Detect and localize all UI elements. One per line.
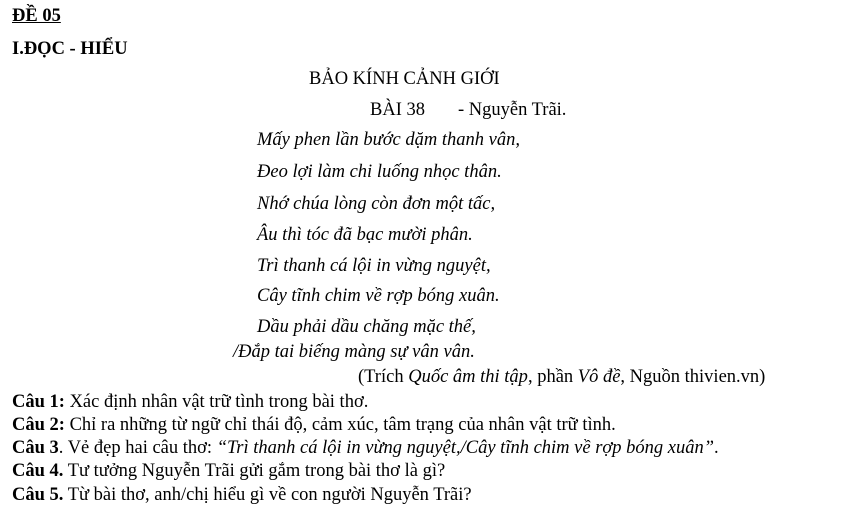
source-suffix: , Nguồn thivien.vn) [620,367,766,387]
poem-source [358,368,765,387]
question-label: Câu 5. [12,485,64,505]
question-2 [12,416,616,435]
question-text-end: . [714,438,719,458]
poem-line: Cây tĩnh chim về rợp bóng xuân. [257,286,500,306]
poem-number: BÀI 38 [370,100,425,120]
exam-code: ĐỀ 05 [12,6,61,26]
poem-author: - Nguyễn Trãi. [458,100,567,120]
poem-line: Âu thì tóc đã bạc mười phân. [257,225,473,245]
source-middle: , phần [527,367,578,387]
question-label: Câu 2: [12,415,65,435]
question-1 [12,393,368,412]
question-label: Câu 3 [12,438,59,458]
question-text: Xác định nhân vật trữ tình trong bài thơ. [64,392,369,412]
question-text: Chỉ ra những từ ngữ chỉ thái độ, cảm xúc, tâm trạng của nhân vật trữ tình. [64,415,616,435]
source-work: Quốc âm thi tập [408,367,528,387]
question-3 [12,439,719,458]
question-label: Câu 1: [12,392,65,412]
poem-line: Đeo lợi làm chi luống nhọc thân. [257,162,502,182]
poem-title: BẢO KÍNH CẢNH GIỚI [309,69,500,89]
question-text: Từ bài thơ, anh/chị hiểu gì về con người Nguyễn Trãi? [63,485,472,505]
question-4 [12,462,445,481]
poem-line: Nhớ chúa lòng còn đơn một tấc, [257,194,496,214]
source-prefix: (Trích [358,367,409,387]
question-label: Câu 4. [12,461,64,481]
question-text: . Vẻ đẹp hai câu thơ: [58,438,217,458]
poem-line: Trì thanh cá lội in vừng nguyệt, [257,256,491,276]
question-text: Tư tưởng Nguyễn Trãi gửi gắm trong bài thơ là gì? [63,461,446,481]
poem-line: Mấy phen lần bước dặm thanh vân, [257,130,520,150]
question-5 [12,486,472,505]
question-quote: “Trì thanh cá lội in vừng nguyệt,/Cây tĩnh chim về rợp bóng xuân” [216,438,715,458]
poem-line: Dầu phải dầu chăng mặc thế, [257,317,476,337]
section-title: I.ĐỌC - HIỂU [12,39,128,59]
source-section: Vô đề [577,367,621,387]
poem-line: /Đắp tai biếng màng sự vân vân. [233,342,475,362]
